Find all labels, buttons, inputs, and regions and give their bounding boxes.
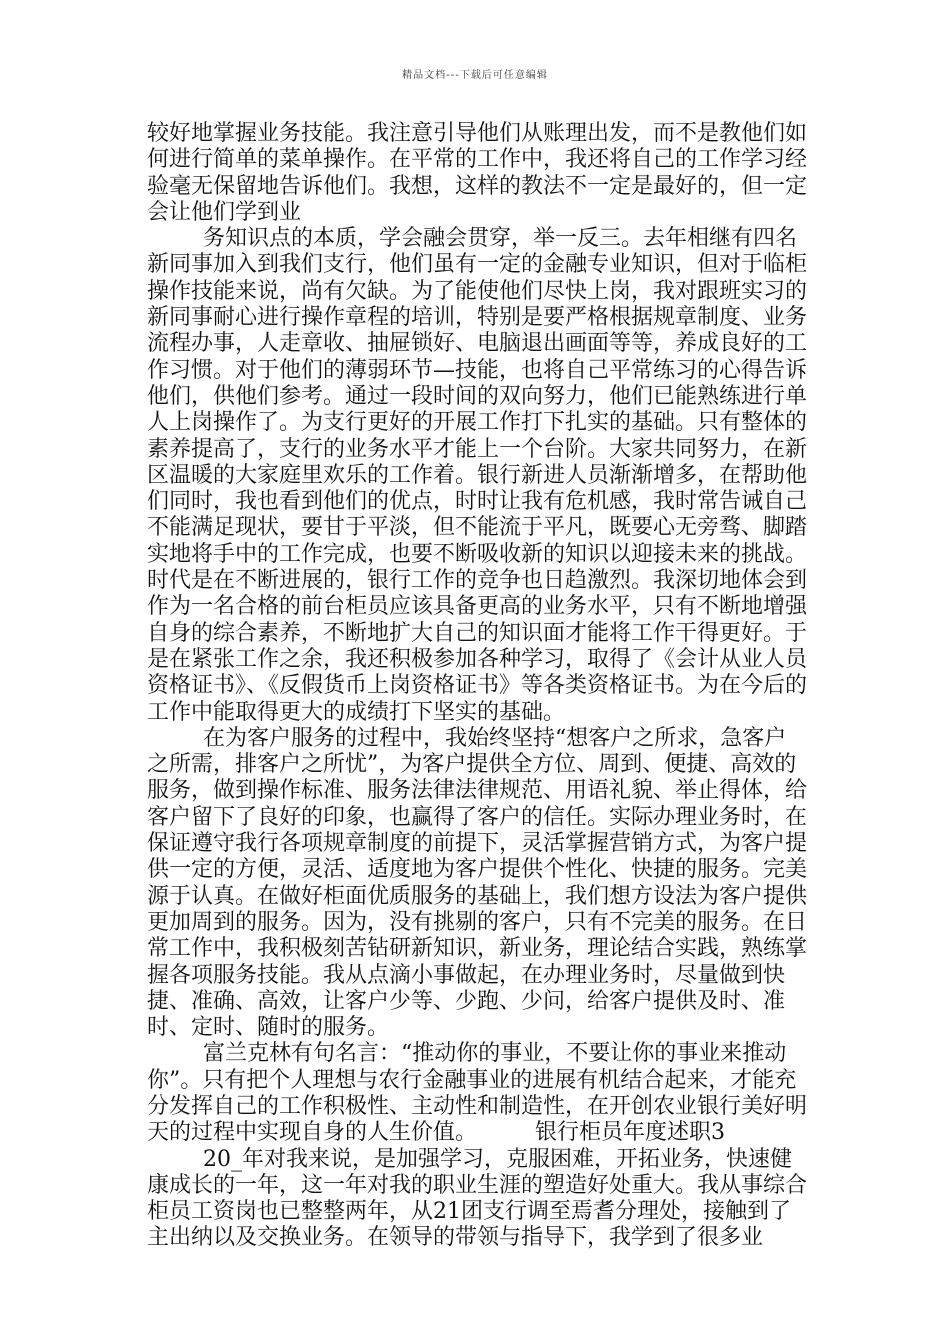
paragraph-1: 较好地掌握业务技能。我注意引导他们从账理出发，而不是教他们如何进行简单的菜单操作。在平常的工作中，我还将自己的工作学习经验毫无保留地告诉他们。我想，这样的教法不一定是最好的，但一定会让他们学到业 (147, 121, 808, 225)
document-body (147, 121, 807, 1252)
paragraph-3: 在为客户服务的过程中，我始终坚持“想客户之所求，急客户之所需，排客户之所忧”，为客户提供全方位、周到、便捷、高效的服务，做到操作标准、服务法律法律规范、用语礼貌、举止得体，给客户留下了良好的印象，也赢得了客户的信任。实际办理业务时，在保证遵守我行各项规章制度的前提下，灵活掌握营销方式，为客户提供一定的方便，灵活、适度地为客户提供个性化、快捷的服务。完美源于认真。在做好柜面优质服务的基础上，我们想方设法为客户提供更加周到的服务。因为，没有挑剔的客户，只有不完美的服务。在日常工作中，我积极刻苦钻研新知识，新业务，理论结合实践，熟练掌握各项服务技能。我从点滴小事做起，在办理业务时，尽量做到快捷、准确、高效，让客户少等、少跑、少问，给客户提供及时、准时、定时、随时的服务。 (147, 725, 808, 1041)
section-heading: 银行柜员年度述职3 (535, 1120, 726, 1146)
page-header: 精品文档---下载后可任意编辑 (402, 70, 548, 81)
paragraph-4-text: 富兰克林有句名言：“推动你的事业，不要让你的事业来推动你”。只有把个人理想与农行金融事业的进展有机结合起来，才能充分发挥自己的工作积极性、主动性和制造性，在开创农业银行美好明天的过程中实现自身的人生价值。 (147, 1041, 808, 1146)
paragraph-2: 务知识点的本质，学会融会贯穿，举一反三。去年相继有四名新同事加入到我们支行，他们虽有一定的金融专业知识，但对于临柜操作技能来说，尚有欠缺。为了能使他们尽快上岗，我对跟班实习的新同事耐心进行操作章程的培训，特别是要严格根据规章制度、业务流程办事，人走章收、抽屉锁好、电脑退出画面等等，养成良好的工作习惯。对于他们的薄弱环节—技能，也将自己平常练习的心得告诉他们，供他们参考。通过一段时间的双向努力，他们已能熟练进行单人上岗操作了。为支行更好的开展工作打下扎实的基础。只有整体的素养提高了，支行的业务水平才能上一个台阶。大家共同努力，在新区温暖的大家庭里欢乐的工作着。银行新进人员渐渐增多，在帮助他们同时，我也看到他们的优点，时时让我有危机感，我时常告诫自己不能满足现状，要甘于平淡，但不能流于平凡，既要心无旁骛、脚踏实地将手中的工作完成，也要不断吸收新的知识以迎接未来的挑战。时代是在不断进展的，银行工作的竞争也日趋激烈。我深切地体会到作为一名合格的前台柜员应该具备更高的业务水平，只有不断地增强自身的综合素养，不断地扩大自己的知识面才能将工作干得更好。于是在紧张工作之余，我还积极参加各种学习，取得了《会计从业人员资格证书》、《反假货币上岗资格证书》等各类资格证书。为在今后的工作中能取得更大的成绩打下坚实的基础。 (147, 226, 808, 725)
paragraph-4 (147, 1041, 807, 1146)
paragraph-5: 20_年对我来说，是加强学习，克服困难，开拓业务，快速健康成长的一年，这一年对我的职业生涯的塑造好处重大。我从事综合柜员工资岗也已整整两年，从21团支行调至焉耆分理处，接触到了主出纳以及交换业务。在领导的带领与指导下，我学到了很多业 (147, 1146, 808, 1251)
